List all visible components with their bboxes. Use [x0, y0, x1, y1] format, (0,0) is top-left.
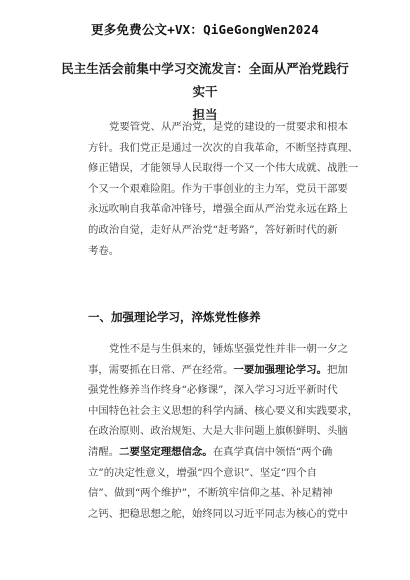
- paragraph-line: 党性不是与生俱来的，锤炼坚强党性并非一朝一夕之: [109, 343, 348, 355]
- title-line: 民主生活会前集中学习交流发言：全面从严治党践行实干: [61, 61, 349, 99]
- document-title: [60, 57, 350, 126]
- paragraph-line: 在政治原则、政治规矩、大是大非问题上旗帜鲜明、头脑: [88, 425, 348, 438]
- paragraph-line: 立”的决定性意义，增强“四个意识”、坚定“四个自: [88, 466, 318, 479]
- paragraph-line: 方针。我们党正是通过一次次的自我革命，不断坚持真理、: [88, 141, 359, 154]
- paragraph-line: [88, 360, 358, 381]
- title-line: 担当: [192, 107, 218, 122]
- paragraph-line: 党要管党、从严治党，是党的建设的一贯要求和根本: [109, 121, 348, 133]
- paragraph-line: 个又一个艰难险阻。作为干事创业的主力军，党员干部要: [88, 182, 348, 195]
- paragraph-line: 之钙、把稳思想之舵，始终同以习近平同志为核心的党中: [88, 507, 348, 520]
- promo-header: 更多免费公文+VX：QiGeGongWen2024: [91, 22, 319, 37]
- line-text: 在真学真信中领悟“两个确: [212, 445, 333, 458]
- intro-paragraph: [88, 117, 358, 261]
- section-heading: 一、加强理论学习，淬炼党性修养: [88, 310, 261, 324]
- paragraph-line: 修正错误，才能领导人民取得一个又一个伟大成就、战胜一: [88, 162, 359, 175]
- line-text: 清醒。: [88, 445, 120, 458]
- bold-point: 一要加强理论学习。: [233, 363, 327, 376]
- paragraph-line: 信”、做到“两个维护”，不断筑牢信仰之基、补足精神: [88, 487, 333, 500]
- line-text: 事，需要抓在日常、严在经常。: [88, 363, 234, 376]
- paragraph-line: 的政治自觉，走好从严治党“赶考路”，答好新时代的新: [88, 223, 338, 236]
- bold-point: 二要坚定理想信念。: [119, 445, 213, 458]
- section-paragraph: [88, 339, 358, 524]
- paragraph-line: 永远吹响自我革命冲锋号，增强全面从严治党永远在路上: [88, 203, 348, 216]
- paragraph-line: 考卷。: [88, 244, 120, 257]
- paragraph-line: [88, 442, 358, 463]
- paragraph-line: 中国特色社会主义思想的科学内涵、核心要义和实践要求，: [88, 404, 359, 417]
- line-text: 把加: [326, 363, 348, 376]
- paragraph-line: 强党性修养当作终身“必修课”，深入学习习近平新时代: [88, 384, 338, 397]
